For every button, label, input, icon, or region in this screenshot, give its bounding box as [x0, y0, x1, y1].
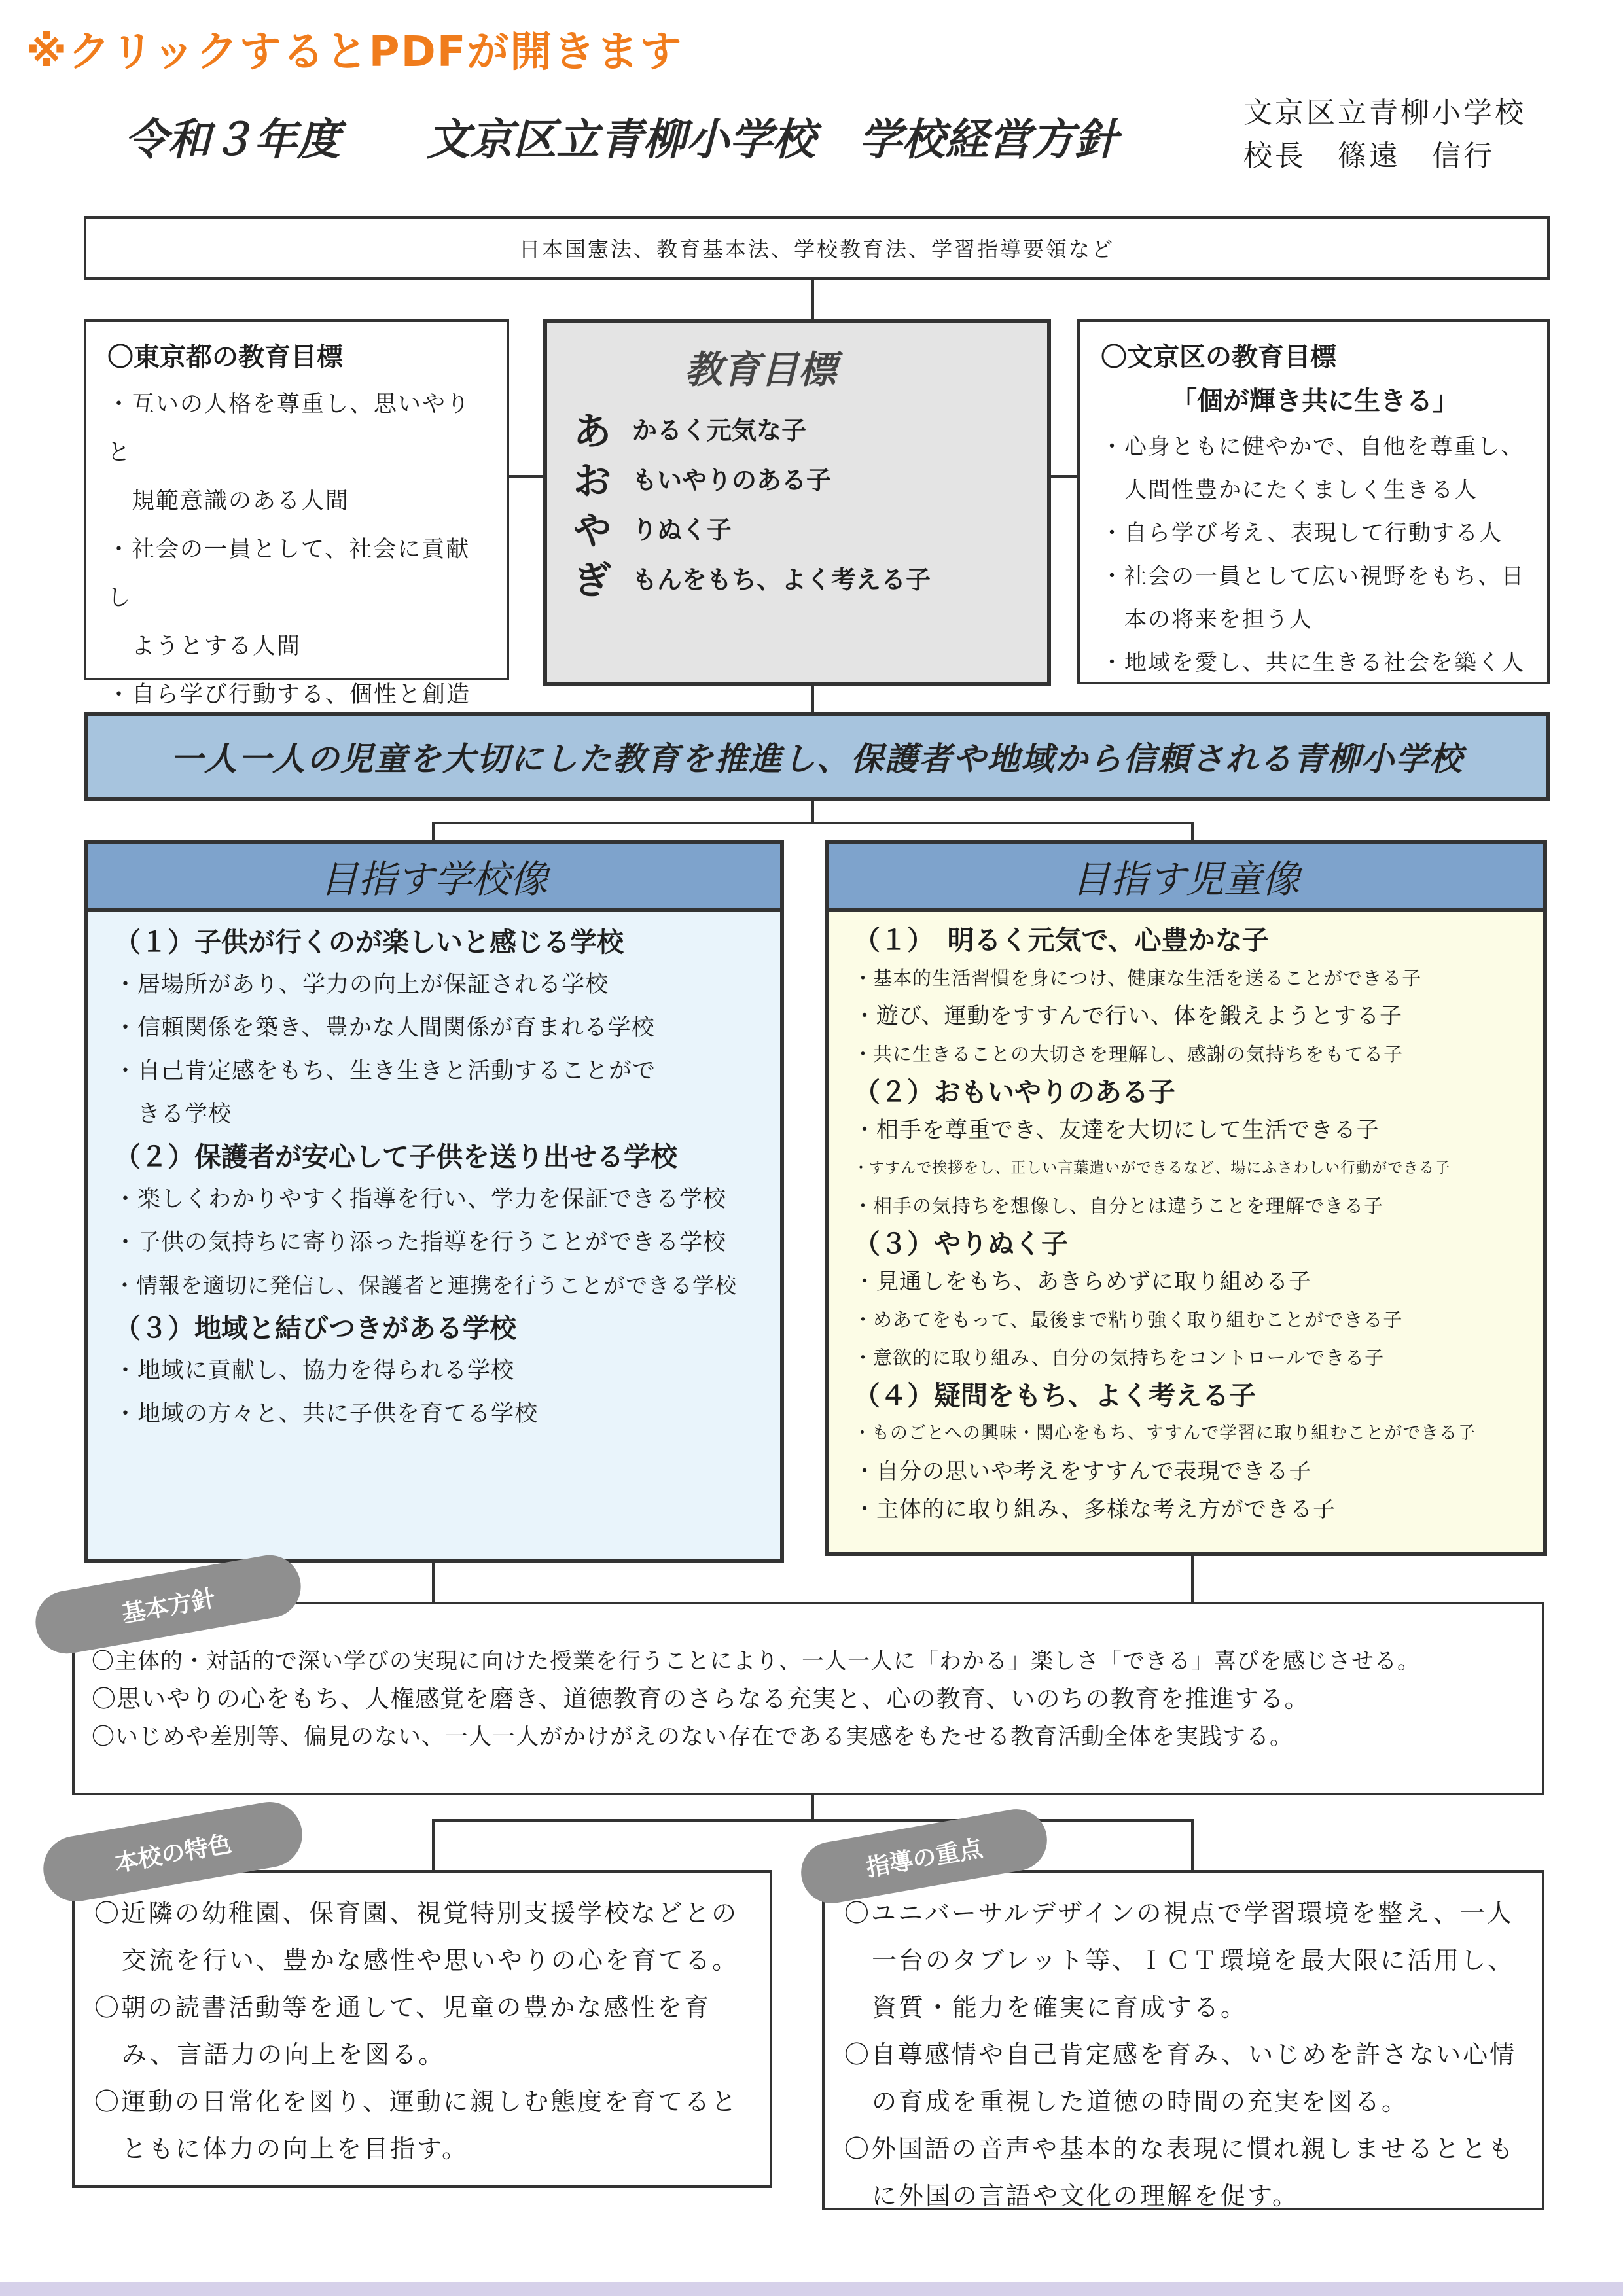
goal-row [573, 503, 1047, 552]
section-item: ・相手の気持ちを想像し、自分とは違うことを理解できる子 [853, 1195, 1384, 1217]
section-title: （２）おもいやりのある子 [853, 1076, 1175, 1108]
section-item: ・見通しをもち、あきらめずに取り組める子 [853, 1269, 1311, 1295]
target-school-body [84, 908, 784, 1563]
goal-text: もんをもち、よく考える子 [632, 565, 931, 594]
bunkyo-goals-box [1077, 319, 1550, 684]
tokyo-goals-title: 〇東京都の教育目標 [107, 342, 343, 372]
section-item: ・地域に貢献し、協力を得られる学校 [114, 1358, 515, 1384]
section-title: （３）やりぬく子 [853, 1228, 1068, 1260]
section-item: ・主体的に取り組み、多様な考え方ができる子 [853, 1496, 1336, 1523]
guidance-item: 〇外国語の音声や基本的な表現に慣れ親しませるとともに外国の言語や文化の理解を促す。 [844, 2134, 1516, 2210]
guidance-focus-box [822, 1870, 1544, 2210]
section-item: ・自分の思いや考えをすすんで表現できる子 [853, 1458, 1312, 1485]
policy-item: 〇思いやりの心をもち、人権感覚を磨き、道徳教育のさらなる充実と、心の教育、いのちの教育を推進する。 [92, 1685, 1310, 1713]
connector-line [812, 801, 814, 824]
school-features-box [72, 1870, 772, 2188]
basic-policy-box [72, 1602, 1544, 1795]
connector-line [432, 1819, 435, 1870]
connector-line [1191, 822, 1194, 841]
goal-text: かるく元気な子 [632, 415, 807, 445]
policy-item: 〇いじめや差別等、偏見のない、一人一人がかけがえのない存在である実感をもたせる教育活動全体を実践する。 [92, 1724, 1294, 1750]
school-name: 文京区立青柳小学校 [1243, 96, 1526, 130]
feature-item: 〇近隣の幼稚園、保育園、視覚特別支援学校などとの交流を行い、豊かな感性や思いやりの心を育てる。 [94, 1899, 740, 1975]
feature-item: 〇朝の読書活動等を通して、児童の豊かな感性を育み、言語力の向上を図る。 [94, 1993, 711, 2069]
section-item: ・遊び、運動をすすんで行い、体を鍛えようとする子 [853, 1003, 1402, 1029]
section-item: ・居場所があり、学力の向上が保証される学校 [114, 972, 609, 998]
goal-text: りぬく子 [632, 515, 732, 544]
basic-policy-tag: 基本方針 [31, 1550, 306, 1659]
tokyo-goal-item: ・社会の一員として、社会に貢献し [107, 537, 471, 611]
section-title: （３）地域と結びつきがある学校 [114, 1313, 516, 1344]
guidance-focus-tag: 指導の重点 [796, 1805, 1052, 1909]
section-item: ・意欲的に取り組み、自分の気持ちをコントロールできる子 [853, 1347, 1385, 1369]
feature-item: 〇運動の日常化を図り、運動に親しむ態度を育てるとともに体力の向上を目指す。 [94, 2087, 739, 2163]
legal-basis-box: 日本国憲法、教育基本法、学校教育法、学習指導要領など [84, 216, 1550, 280]
connector-line [812, 280, 814, 319]
tokyo-goal-item: ・自ら学び行動する、個性と創造 [107, 682, 471, 708]
author-block [1243, 92, 1584, 178]
school-features-tag: 本校の特色 [38, 1797, 307, 1907]
connector-line [1051, 475, 1077, 478]
section-item: ・地域の方々と、共に子供を育てる学校 [114, 1401, 539, 1427]
open-pdf-link[interactable]: ※クリックするとPDFが開きます [26, 28, 683, 77]
bunkyo-goal-item: 本の将来を担う人 [1101, 607, 1313, 633]
section-item: ・情報を適切に発信し、保護者と連携を行うことができる学校 [114, 1273, 737, 1298]
connector-line [432, 1819, 1194, 1822]
section-title: （２）保護者が安心して子供を送り出せる学校 [114, 1141, 677, 1173]
goal-letter: ぎ [573, 558, 612, 603]
target-pupil-body [825, 908, 1547, 1556]
bunkyo-goal-item: ・心身ともに健やかで、自他を尊重し、 [1101, 434, 1525, 460]
section-item: ・子供の気持ちに寄り添った指導を行うことができる学校 [114, 1229, 727, 1256]
section-item: ・めあてをもって、最後まで粘り強く取り組むことができる子 [853, 1309, 1403, 1331]
section-item: ・自己肯定感をもち、生き生きと活動することがで [114, 1058, 656, 1084]
goal-text: もいやりのある子 [632, 465, 832, 495]
section-title: （１） 明るく元気で、心豊かな子 [853, 925, 1269, 956]
section-item: ・基本的生活習慣を身につけ、健康な生活を送ることができる子 [853, 967, 1422, 989]
section-item: ・信頼関係を築き、豊かな人間関係が育まれる学校 [114, 1015, 655, 1041]
connector-line [432, 1563, 435, 1602]
connector-line [1191, 1819, 1194, 1870]
bunkyo-goals-title: 〇文京区の教育目標 [1101, 342, 1336, 372]
section-item: きる学校 [114, 1101, 232, 1127]
goal-letter: あ [573, 409, 612, 453]
connector-line [432, 822, 1194, 824]
connector-line [509, 475, 543, 478]
school-vision-banner: 一人一人の児童を大切にした教育を推進し、保護者や地域から信頼される青柳小学校 [84, 712, 1550, 801]
connector-line [432, 822, 435, 841]
goal-letter: や [573, 508, 612, 553]
connector-line [812, 686, 814, 712]
target-school-heading: 目指す学校像 [84, 840, 784, 912]
tokyo-goal-item: ・互いの人格を尊重し、思いやりと [107, 391, 471, 466]
tokyo-goal-item: 規範意識のある人間 [107, 488, 350, 514]
goal-row [573, 453, 1047, 503]
bunkyo-goal-item: ・社会の一員として広い視野をもち、日 [1101, 563, 1525, 590]
section-item: ・ものごとへの興味・関心をもち、すすんで学習に取り組むことができる子 [853, 1423, 1476, 1443]
section-item: ・すすんで挨拶をし、正しい言葉遣いができるなど、場にふさわしい行動ができる子 [853, 1159, 1451, 1176]
education-goal-title: 教育目標 [685, 347, 837, 392]
connector-line [1191, 1556, 1194, 1602]
document-title: 令和３年度 文京区立青柳小学校 学校経営方針 [124, 115, 1118, 165]
tokyo-goal-item: ようとする人間 [107, 633, 302, 660]
guidance-item: 〇自尊感情や自己肯定感を育み、いじめを許さない心情の育成を重視した道徳の時間の充実を図る。 [844, 2040, 1517, 2116]
goal-letter: お [573, 459, 612, 503]
policy-item: 〇主体的・対話的で深い学びの実現に向けた授業を行うことにより、一人一人に「わかる」楽しさ「できる」喜びを感じさせる。 [92, 1648, 1420, 1674]
footer-strip [0, 2282, 1623, 2296]
section-item: ・共に生きることの大切さを理解し、感謝の気持ちをもてる子 [853, 1043, 1404, 1065]
guidance-item: 〇ユニバーサルデザインの視点で学習環境を整え、一人一台のタブレット等、ＩＣＴ環境を最大限に活用し、資質・能力を確実に育成する。 [844, 1899, 1515, 2022]
bunkyo-slogan: 「個が輝き共に生きる」 [1171, 386, 1459, 416]
connector-line [812, 1795, 814, 1822]
education-goal-box [543, 319, 1051, 686]
section-title: （４）疑問をもち、よく考える子 [853, 1380, 1256, 1411]
bunkyo-goal-item: ・地域を愛し、共に生きる社会を築く人 [1101, 650, 1525, 676]
bunkyo-goal-item: ・自ら学び考え、表現して行動する人 [1101, 520, 1503, 546]
principal-name: 校長 篠遠 信行 [1243, 139, 1495, 173]
tokyo-goals-box [84, 319, 509, 708]
goal-row [573, 552, 1047, 602]
section-item: ・楽しくわかりやすく指導を行い、学力を保証できる学校 [114, 1186, 727, 1212]
section-title: （１）子供が行くのが楽しいと感じる学校 [114, 927, 624, 958]
bunkyo-goal-item: 人間性豊かにたくましく生きる人 [1101, 477, 1478, 503]
goal-row [573, 403, 1047, 453]
target-pupil-heading: 目指す児童像 [825, 840, 1547, 912]
section-item: ・相手を尊重でき、友達を大切にして生活できる子 [853, 1117, 1380, 1143]
